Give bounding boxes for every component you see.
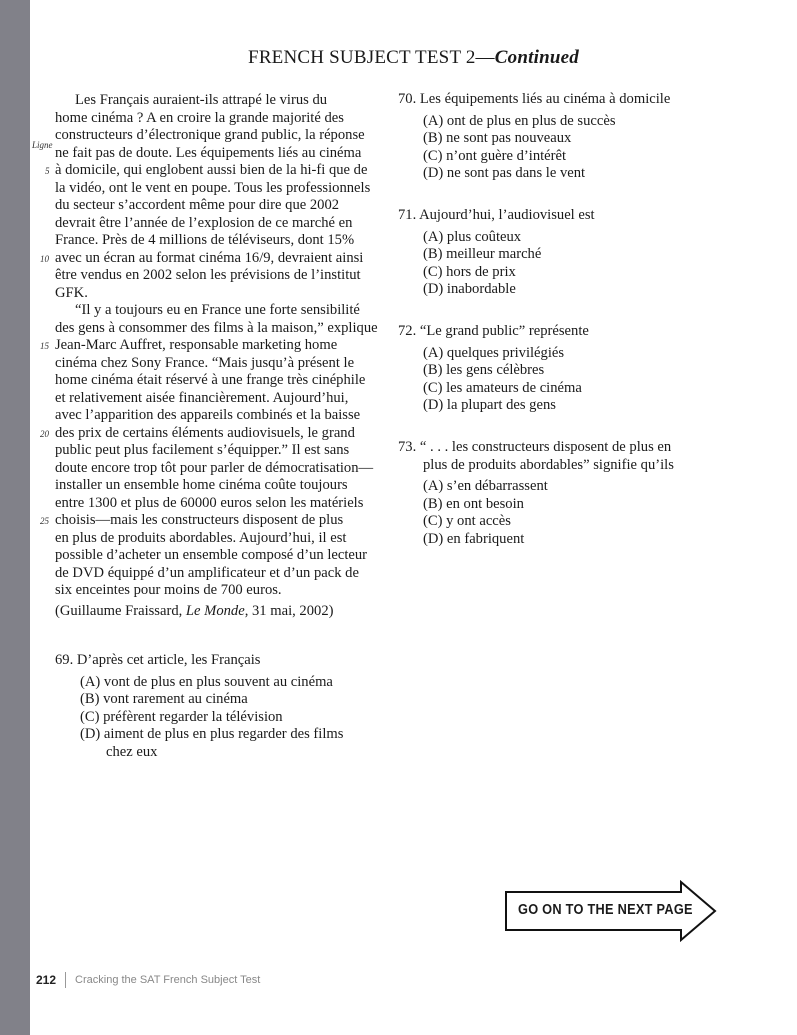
answer-option: (D) inabordable (423, 281, 516, 297)
header-title: FRENCH SUBJECT TEST 2— (248, 47, 495, 68)
passage-line: cinéma chez Sony France. “Mais jusqu’à présent le (55, 354, 355, 371)
question-stem-continued: plus de produits abordables” signifie qu’ils (423, 456, 674, 473)
passage-line: GFK. (55, 284, 88, 301)
page-number: 212 (36, 973, 57, 987)
line-number: 25 (40, 516, 49, 526)
passage-line: “Il y a toujours eu en France une forte sensibilité (75, 302, 360, 318)
question-stem: 69. D’après cet article, les Français (55, 652, 261, 668)
passage-line: France. Près de 4 millions de téléviseurs, dont 15% (55, 232, 355, 248)
answer-option: (D) en fabriquent (423, 530, 525, 547)
passage-line: home cinéma était réservé à une frange très cinéphile (55, 372, 366, 388)
line-number: 10 (40, 253, 49, 264)
answer-option: (C) les amateurs de cinéma (423, 379, 582, 396)
answer-option: (B) vont rarement au cinéma (80, 691, 248, 707)
passage-line: à domicile, qui englobent aussi bien de la hi-fi que de (55, 162, 368, 178)
question-stem: 73. “ . . . les constructeurs disposent de plus en (398, 439, 672, 455)
passage-line: des prix de certains éléments audiovisuels, le grand (55, 424, 355, 441)
answer-option: (A) vont de plus en plus souvent au cinéma (80, 673, 333, 690)
passage-line: choisis—mais les constructeurs disposent de plus (55, 512, 344, 528)
page-header (0, 47, 797, 69)
passage-line: Les Français auraient-ils attrapé le virus du (75, 92, 328, 108)
passage-line: et relativement aisée financièrement. Aujourd’hui, (55, 389, 349, 406)
page-edge-bar (0, 0, 30, 1035)
page-footer (36, 972, 260, 988)
answer-option: (B) meilleur marché (423, 246, 542, 262)
question-stem: 70. Les équipements liés au cinéma à domicile (398, 91, 671, 107)
line-number: 5 (45, 166, 50, 176)
question-70 (398, 91, 670, 183)
passage-line: la vidéo, ont le vent en poupe. Tous les professionnels (55, 179, 371, 196)
question-71 (398, 207, 595, 299)
answer-option-continued: chez eux (106, 743, 158, 760)
answer-option: (B) les gens célèbres (423, 362, 545, 378)
passage-line: avec un écran au format cinéma 16/9, devraient ainsi (55, 249, 364, 266)
citation-source: Le Monde (185, 603, 245, 619)
question-stem: 72. “Le grand public” représente (398, 323, 589, 339)
answer-option: (C) y ont accès (423, 513, 511, 529)
line-number: 20 (40, 428, 49, 439)
answer-option: (A) plus coûteux (423, 228, 522, 245)
answer-option: (A) ont de plus en plus de succès (423, 112, 616, 129)
passage-line: six enceintes pour moins de 700 euros. (55, 582, 282, 598)
answer-option: (C) hors de prix (423, 263, 516, 280)
passage-line: de DVD équippé d’un amplificateur et d’un pack de (55, 564, 359, 581)
citation-date: , 31 mai, 2002) (244, 603, 334, 619)
answer-option: (C) préfèrent regarder la télévision (80, 708, 283, 725)
answer-option: (B) ne sont pas nouveaux (423, 130, 572, 146)
answer-option: (D) ne sont pas dans le vent (423, 165, 586, 181)
footer-divider (65, 972, 66, 988)
citation-author: (Guillaume Fraissard, (55, 603, 186, 619)
passage-line: avec l’apparition des appareils combinés et la baisse (55, 407, 361, 423)
passage-line: public peut plus facilement s’équipper.” Il est sans (55, 442, 350, 458)
header-continued: Continued (494, 47, 579, 68)
passage-citation (55, 603, 333, 620)
answer-option: (C) n’ont guère d’intérêt (423, 147, 567, 164)
passage-line: en plus de produits abordables. Aujourd’hui, il est (55, 529, 347, 546)
question-72 (398, 323, 589, 415)
next-page-label: GO ON TO THE NEXT PAGE (518, 902, 693, 918)
question-69 (55, 652, 343, 761)
passage-line: Jean-Marc Auffret, responsable marketing home (55, 337, 338, 353)
answer-option: (B) en ont besoin (423, 495, 524, 512)
passage-line: être vendus en 2002 selon les prévisions de l’institut (55, 267, 361, 283)
answer-option: (D) la plupart des gens (423, 397, 556, 413)
passage-line: constructeurs d’électronique grand public, la réponse (55, 127, 365, 143)
passage-line: ne fait pas de doute. Les équipements liés au cinéma (55, 144, 362, 161)
passage-line: des gens à consommer des films à la maison,” explique (55, 319, 378, 336)
passage-line: doute encore trop tôt pour parler de démocratisation— (55, 459, 374, 476)
passage-line: home cinéma ? A en croire la grande majorité des (55, 109, 344, 126)
book-title: Cracking the SAT French Subject Test (75, 974, 261, 986)
answer-option: (D) aiment de plus en plus regarder des films (80, 726, 344, 742)
passage-line: du secteur s’accordent même pour dire que 2002 (55, 197, 340, 213)
passage-line: installer un ensemble home cinéma coûte toujours (55, 477, 348, 493)
question-stem: 71. Aujourd’hui, l’audiovisuel est (398, 207, 595, 223)
question-73 (398, 439, 674, 548)
passage-line: entre 1300 et plus de 60000 euros selon les matériels (55, 494, 364, 511)
answer-option: (A) s’en débarrassent (423, 478, 548, 494)
answer-option: (A) quelques privilégiés (423, 344, 565, 361)
passage-line: possible d’acheter un ensemble composé d’un lecteur (55, 547, 368, 563)
line-number: 15 (40, 341, 49, 351)
line-label: Ligne (32, 139, 53, 150)
passage-line: devrait être l’année de l’explosion de ce marché en (55, 214, 353, 231)
